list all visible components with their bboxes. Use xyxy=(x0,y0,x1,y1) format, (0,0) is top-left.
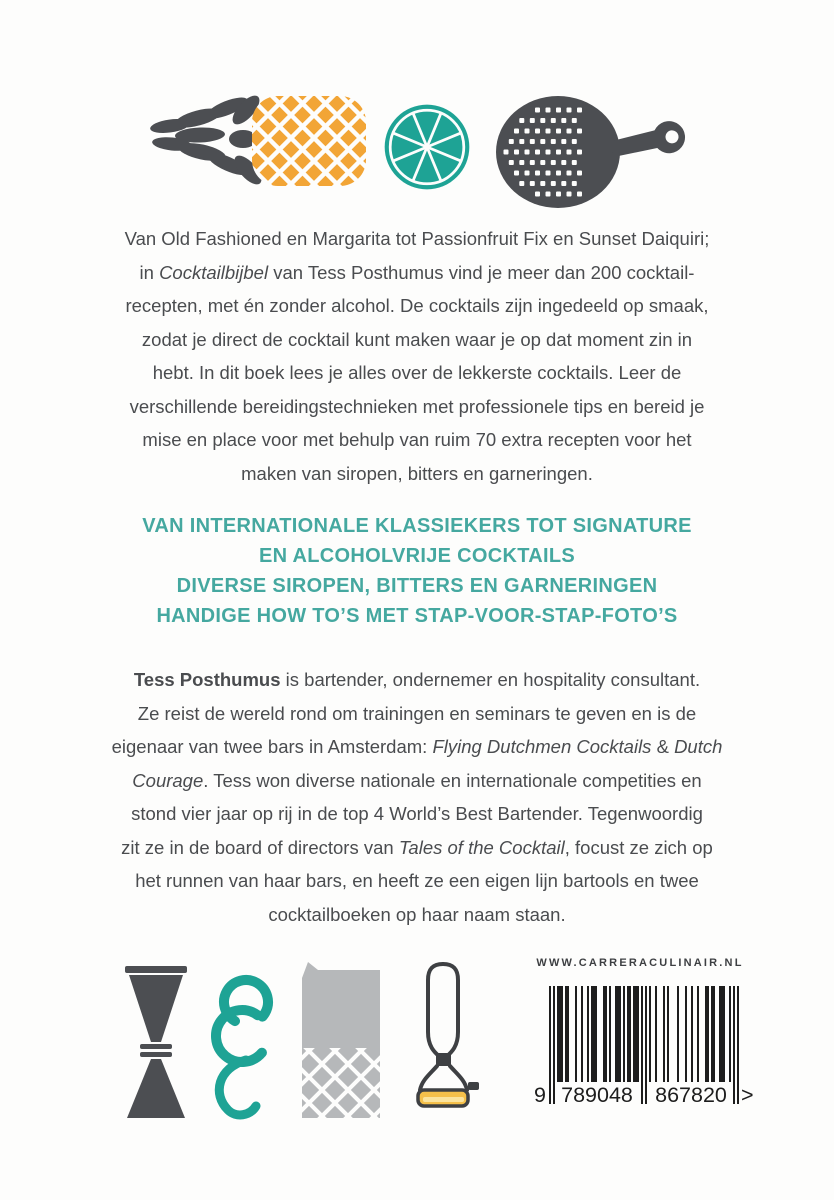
publisher-website: WWW.CARRERACULINAIR.NL xyxy=(536,957,744,969)
barcode-bar xyxy=(663,986,665,1086)
barcode-bar xyxy=(667,986,669,1086)
barcode-bar xyxy=(723,986,725,1086)
barcode-bar xyxy=(567,986,569,1086)
isbn-barcode xyxy=(534,986,764,1126)
highlight-line: VAN INTERNATIONALE KLASSIEKERS TOT SIGNATURE xyxy=(142,515,692,537)
jigger-icon xyxy=(123,958,189,1126)
barcode-bar xyxy=(737,986,739,1104)
highlight-line: HANDIGE HOW TO’S MET STAP-VOOR-STAP-FOTO’S xyxy=(156,605,678,627)
barcode-bar xyxy=(641,986,643,1104)
strainer-icon xyxy=(492,92,702,210)
highlights-block xyxy=(0,511,834,631)
barcode-bar xyxy=(637,986,639,1086)
citrus-slice-icon xyxy=(381,101,473,193)
peeler-icon xyxy=(404,958,482,1126)
barcode-bar xyxy=(609,986,611,1086)
barcode-bar xyxy=(655,986,657,1086)
isbn-group-2: 867820 xyxy=(649,1082,733,1108)
barcode-arrow: > xyxy=(741,1082,761,1108)
text-line: Courage. Tess won diverse nationale en internationale competities en xyxy=(132,769,702,791)
text-line: eigenaar van twee bars in Amsterdam: Flying Dutchmen Cocktails & Dutch xyxy=(111,736,723,757)
barcode-bar xyxy=(587,986,589,1086)
text-line: zodat je direct de cocktail kunt maken waar je op dat moment zin in xyxy=(141,328,693,350)
barcode-bar xyxy=(713,986,715,1086)
isbn-first-digit: 9 xyxy=(532,1082,548,1108)
text-line: Ze reist de wereld rond om trainingen en seminars te geven en is de xyxy=(137,702,697,724)
text-line: Van Old Fashioned en Margarita tot Passionfruit Fix en Sunset Daiquiri; xyxy=(124,228,710,249)
text-line: mise en place voor met behulp van ruim 70 extra recepten voor het xyxy=(142,429,692,450)
barcode-bar xyxy=(697,986,699,1086)
barcode-bar xyxy=(575,986,577,1086)
highlight-line: EN ALCOHOLVRIJE COCKTAILS xyxy=(258,545,576,567)
isbn-group-1: 789048 xyxy=(555,1082,639,1108)
barcode-bar xyxy=(623,986,625,1086)
pineapple-icon xyxy=(130,92,370,192)
barcode-bar xyxy=(629,986,631,1086)
barcode-bar xyxy=(733,986,735,1104)
text-line: maken van siropen, bitters en garneringen. xyxy=(241,462,593,484)
text-line: cocktailboeken op haar naam staan. xyxy=(268,903,566,925)
mixing-glass-icon xyxy=(296,960,386,1124)
barcode-bar xyxy=(677,986,679,1086)
text-line: het runnen van haar bars, en heeft ze een eigen lijn bartools en twee xyxy=(135,870,699,891)
text-line: hebt. In dit boek lees je alles over de lekkerste cocktails. Leer de xyxy=(152,362,682,383)
barcode-bar xyxy=(729,986,731,1086)
text-line: verschillende bereidingstechnieken met professionele tips en bereid je xyxy=(129,395,705,417)
barcode-bar xyxy=(561,986,563,1086)
barcode-bar xyxy=(549,986,551,1104)
barcode-bar xyxy=(685,986,687,1086)
text-line: in Cocktailbijbel van Tess Posthumus vind je meer dan 200 cocktail- xyxy=(139,261,695,283)
text-line: stond vier jaar op rij in de top 4 World’s Best Bartender. Tegenwoordig xyxy=(131,803,703,824)
text-line: zit ze in de board of directors van Tales of the Cocktail, focust ze zich op xyxy=(121,836,713,858)
barcode-bar xyxy=(649,986,651,1086)
barcode-bar xyxy=(645,986,647,1104)
barcode-bar xyxy=(691,986,693,1086)
barcode-bar xyxy=(605,986,607,1086)
highlight-line: DIVERSE SIROPEN, BITTERS EN GARNERINGEN xyxy=(176,575,658,597)
text-line: Tess Posthumus is bartender, ondernemer en hospitality consultant. xyxy=(133,669,701,690)
intro-paragraph xyxy=(0,222,834,490)
citrus-peel-icon xyxy=(202,974,286,1122)
barcode-bar xyxy=(619,986,621,1086)
author-bio-paragraph xyxy=(0,663,834,931)
barcode-bar xyxy=(707,986,709,1086)
barcode-bar xyxy=(581,986,583,1086)
barcode-bar xyxy=(595,986,597,1086)
text-line: recepten, met én zonder alcohol. De cocktails zijn ingedeeld op smaak, xyxy=(125,295,709,316)
